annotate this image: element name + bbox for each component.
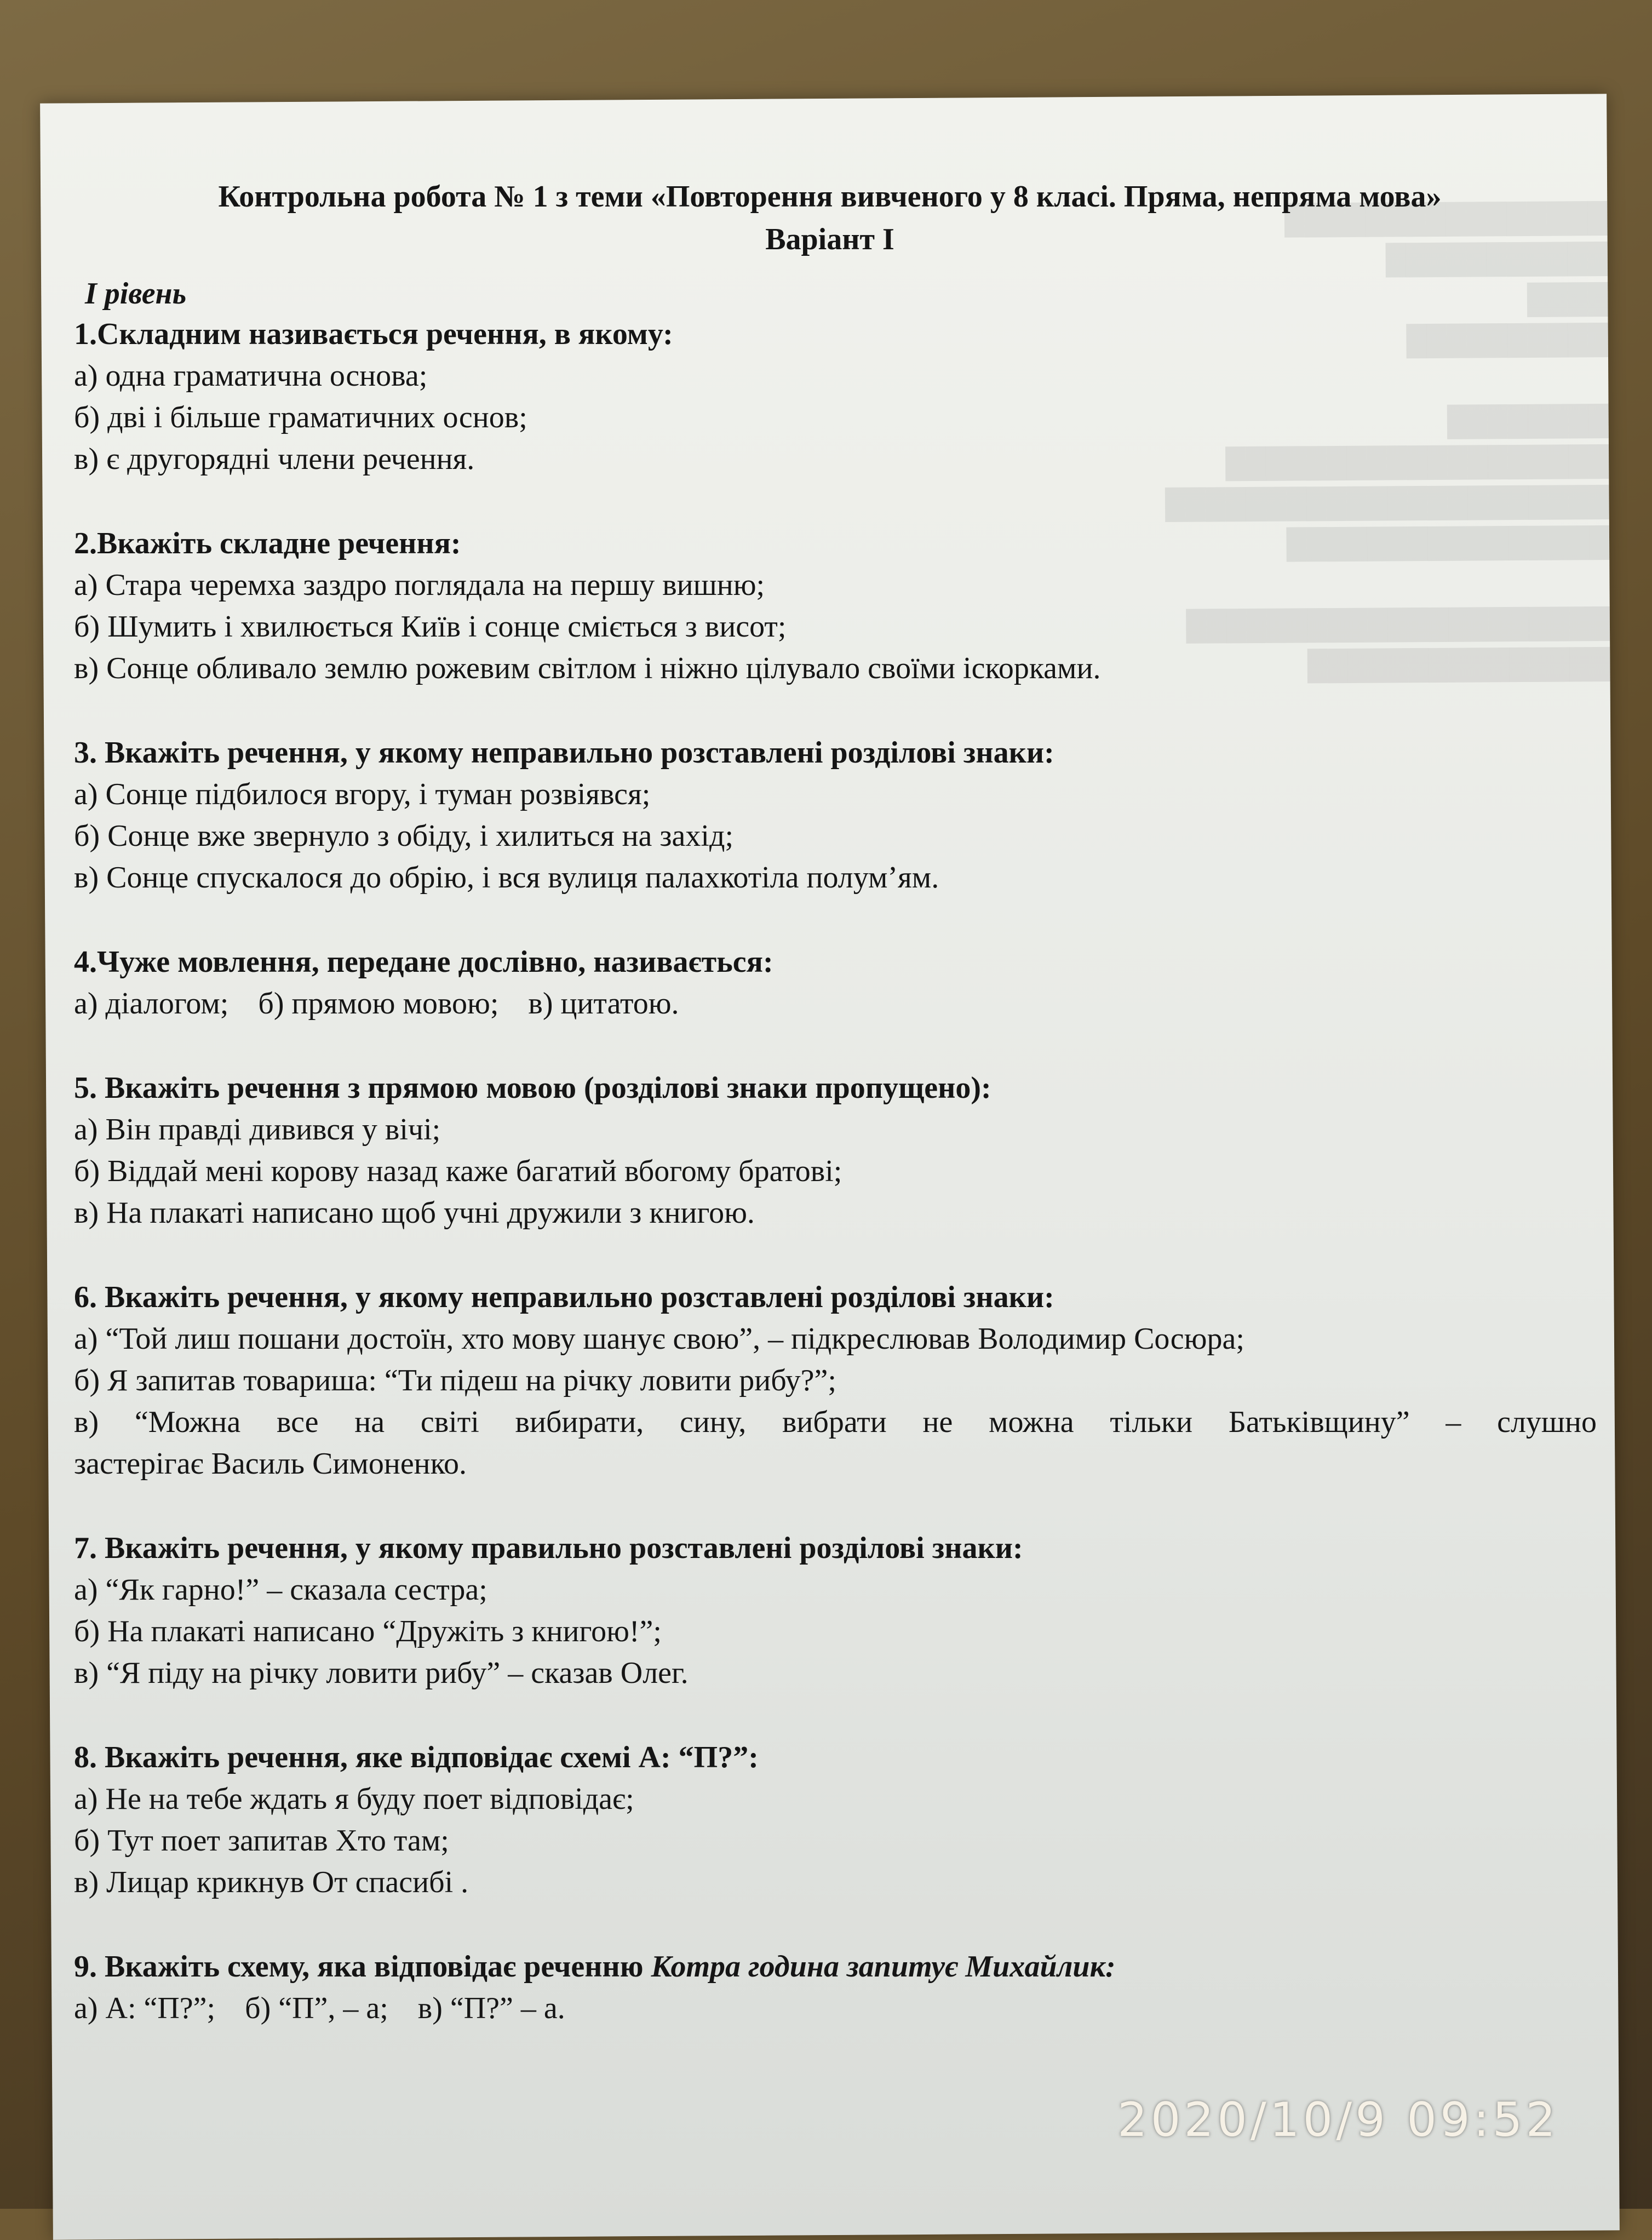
question-text: 1.Складним називається речення, в якому:	[74, 317, 673, 351]
option-c: в) Сонце обливало землю рожевим світлом і ніжно цілувало своїми іскорками.	[74, 651, 1101, 685]
question-1	[74, 313, 1608, 480]
question-8	[74, 1737, 1608, 1903]
test-document	[74, 175, 1608, 2029]
option-b: б) Шумить і хвилюється Київ і сонце сміється з висот;	[74, 610, 787, 644]
option-b: б) Я запитав товариша: “Ти підеш на річку ловити рибу?”;	[74, 1364, 836, 1397]
option-c: в) На плакаті написано щоб учні дружили з книгою.	[74, 1196, 755, 1230]
question-text: 5. Вкажіть речення з прямою мовою (розділові знаки пропущено):	[74, 1071, 991, 1105]
question-6	[74, 1276, 1608, 1485]
option-c: в) цитатою.	[528, 987, 679, 1021]
option-b: б) На плакаті написано “Дружіть з книгою!”;	[74, 1614, 662, 1648]
document-title	[74, 175, 1586, 261]
question-sentence: Котра година запитує Михайлик:	[651, 1950, 1116, 1984]
question-text: 4.Чуже мовлення, передане дослівно, називається:	[74, 945, 773, 979]
option-b: б) дві і більше граматичних основ;	[74, 400, 527, 434]
option-b: б) Сонце вже звернуло з обіду, і хилиться на захід;	[74, 819, 733, 853]
option-c: в) “Я піду на річку ловити рибу” – сказав Олег.	[74, 1656, 689, 1690]
question-3	[74, 732, 1608, 898]
option-b: б) Тут поет запитав Хто там;	[74, 1824, 449, 1858]
question-text: 9. Вкажіть схему, яка відповідає реченню	[74, 1950, 644, 1984]
show-through-text: ████████████████ ███████████ ████ ██████████ ████████ ███████████████████ ██████████████████████ ████████████████ █████████████████████ ███████████████	[1165, 202, 1610, 681]
option-a: а) Сонце підбилося вгору, і туман розвіявся;	[74, 777, 651, 811]
option-a: а) одна граматична основа;	[74, 359, 428, 393]
photo-timestamp: 2020/10/9 09:52	[1117, 2093, 1559, 2147]
option-a: а) А: “П?”;	[74, 1991, 216, 2025]
option-c-continued: застерігає Василь Симоненко.	[74, 1447, 467, 1481]
option-b: б) Віддай мені корову назад каже багатий вбогому братові;	[74, 1154, 842, 1188]
question-9	[74, 1946, 1608, 2029]
variant-label: Варіант І	[765, 222, 894, 256]
question-text: 6. Вкажіть речення, у якому неправильно розставлені розділові знаки:	[74, 1280, 1054, 1314]
question-2	[74, 523, 1608, 689]
question-5	[74, 1067, 1608, 1234]
option-b: б) “П”, – а;	[245, 1991, 388, 2025]
level-heading: І рівень	[85, 277, 187, 311]
question-text: 7. Вкажіть речення, у якому правильно розставлені розділові знаки:	[74, 1531, 1023, 1565]
option-c: в) “Можна все на світі вибирати, сину, вибрати не можна тільки Батьківщину” – слушно	[74, 1405, 1597, 1439]
option-a: а) “Як гарно!” – сказала сестра;	[74, 1573, 487, 1607]
option-a: а) “Той лиш пошани достоїн, хто мову шанує свою”, – підкреслював Володимир Сосюра;	[74, 1322, 1244, 1356]
option-c: в) є другорядні члени речення.	[74, 442, 475, 476]
option-a: а) Не на тебе ждать я буду поет відповідає;	[74, 1782, 634, 1816]
option-a: а) Він правді дивився у вічі;	[74, 1113, 441, 1147]
question-text: 8. Вкажіть речення, яке відповідає схемі А: “П?”:	[74, 1740, 759, 1774]
question-4	[74, 941, 1608, 1024]
question-text-row	[74, 1946, 1608, 1987]
options-row	[74, 983, 1608, 1024]
title-line-1: Контрольна робота № 1 з теми «Повторення вивченого у 8 класі. Пряма, непряма мова»	[218, 180, 1442, 214]
option-c: в) “П?” – а.	[417, 1991, 565, 2025]
option-b: б) прямою мовою;	[258, 987, 499, 1021]
question-text: 3. Вкажіть речення, у якому неправильно розставлені розділові знаки:	[74, 736, 1054, 770]
option-a: а) діалогом;	[74, 987, 229, 1021]
option-c: в) Лицар крикнув От спасибі .	[74, 1865, 469, 1899]
question-7	[74, 1527, 1608, 1694]
option-c: в) Сонце спускалося до обрію, і вся вулиця палахкотіла полум’ям.	[74, 861, 939, 895]
options-row	[74, 1987, 1608, 2029]
option-a: а) Стара черемха заздро поглядала на першу вишню;	[74, 568, 765, 602]
question-text: 2.Вкажіть складне речення:	[74, 526, 461, 560]
